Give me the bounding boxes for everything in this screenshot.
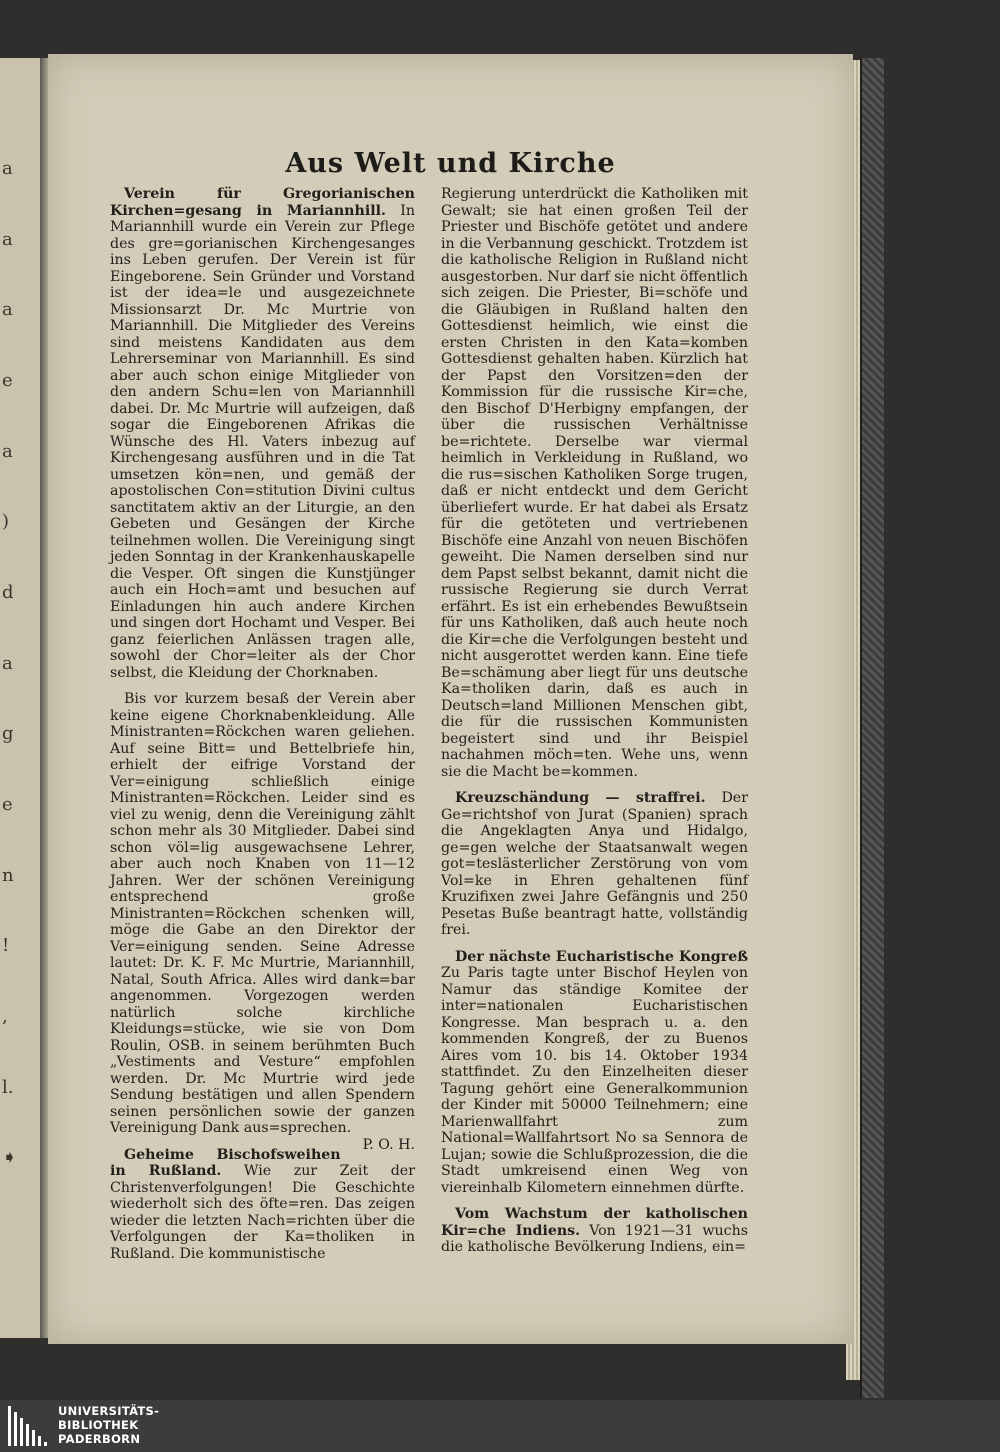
article-eucharistischer-kongress [441,949,748,1197]
left-page-cut-char: a [2,158,13,179]
left-page-cut-char: a [2,229,13,250]
library-name [58,1404,159,1446]
article-chorknabenkleidung [110,691,415,1153]
left-page-cut-char: d [2,582,14,603]
article-body: In Mariannhill wurde ein Verein zur Pflege des gre=gorianischen Kirchengesanges ins Leben gerufen. Der Verein ist für Eingeborene. Sein Gründer und Vorstand ist der idea=le und ausgezeichnete Missionsarzt Dr. Mc Murtrie von Mariannhill. Die Mitglieder des Vereins sind meistens Kandidaten aus dem Lehrerseminar von Mariannhill. Es sind aber auch schon einige Mitglieder von den andern Schu=len von Mariannhill dabei. Dr. Mc Murtrie will aufzeigen, daß sogar die Eingeborenen Afrikas die Wünsche des Hl. Vaters inbezug auf Kirchengesang ausführen und in die Tat umsetzen kön=nen, und gemäß der apostolischen Con=stitution Divini cultus sanctitatem aktiv an der Liturgie, an den Gebeten und Gesängen der Kirche teilnehmen wollen. Die Vereinigung singt jeden Sonntag in der Krankenhauskapelle die Vesper. Oft singen die Kunstjünger auch ein Hoch=amt und besuchen auf Einladungen hin auch andere Kirchen und singen dort Hochamt und Vesper. Bei ganz feierlichen Anlässen tragen alle, sowohl der Chor=leiter als der Chor selbst, die Kleidung der Chorknaben. [110,202,415,681]
article-heading: Der nächste Eucharistische Kongreß [455,948,748,965]
article-bischofsweihen-continued [441,186,748,780]
article-heading: Verein für Gregorianischen Kirchen=gesang in Mariannhill. [110,186,415,219]
article-bischofsweihen [110,1147,415,1263]
left-page-edge [0,58,42,1338]
page-title: Aus Welt und Kirche [285,148,616,179]
article-body: Der Ge=richtshof von Jurat (Spanien) sprach die Angeklagten Anya und Hidalgo, ge=gen welche der Staatsanwalt wegen got=teslästerlicher Zerstörung von vom Vol=ke in Ehren gehaltenen fünf Kruzifixen zwei Jahre Gefängnis und 250 Pesetas Buße beantragt hatte, vollständig frei. [441,790,748,938]
left-page-cut-char: ! [2,935,10,956]
left-page-cut-char: ) [2,511,10,532]
left-page-cut-char: a [2,299,13,320]
left-page-cut-char: a [2,653,13,674]
library-logo-icon [6,1404,50,1448]
library-name-line: PADERBORN [58,1432,141,1446]
article-body: Wie zur Zeit der Christenverfolgungen! Die Geschichte wiederholt sich des öfte=ren. Das zeigen wieder die letzten Nach=richten über die Verfolgungen der Ka=tholiken in Rußland. Die kommunistische [110,1163,415,1262]
article-heading: Geheime Bischofsweihen in Rußland. [110,1146,341,1179]
article-body: Regierung unterdrückt die Katholiken mit Gewalt; sie hat einen großen Teil der Priester und Bischöfe getötet und andere in die Verbannung geschickt. Trotzdem ist die katholische Religion in Rußland nicht ausgestorben. Nur darf sie nicht öffentlich sich zeigen. Die Priester, Bi=schöfe und die Gläubigen in Rußland halten den Gottesdienst heimlich, wie einst die ersten Christen in den Kata=komben Gottesdienst gehalten haben. Kürzlich hat der Papst den Vorsitzen=den der Kommission für die russische Kir=che, den Bischof D'Herbigny empfangen, der über die russischen Verhältnisse be=richtete. Derselbe war viermal heimlich in Verkleidung in Rußland, wo die rus=sischen Katholiken Sorge trugen, daß er nicht entdeckt und dem Gericht überliefert wurde. Er hat dabei als Ersatz für die getöteten und vertriebenen Bischöfe eine Anzahl von neuen Bischöfen geweiht. Die Namen derselben sind nur dem Papst selbst bekannt, damit nicht die russische Regierung sie durch Verrat erfährt. Es ist ein erhebendes Bewußtsein für uns Katholiken, daß auch heute noch die Kir=che die Verfolgungen besteht und nicht ausgerottet werden kann. Eine tiefe Be=schämung aber liegt für uns deutsche Ka=tholiken darin, daß es auch in Deutsch=land Millionen Menschen gibt, die für die russischen Kommunisten begeistert sind und ihr Beispiel nachahmen möch=ten. Wehe uns, wenn sie die Macht be=kommen. [441,186,748,780]
article-kreuzschaendung [441,790,748,939]
left-page-cut-char: a [2,441,13,462]
article-heading: Kreuzschändung — straffrei. [455,790,706,806]
library-name-line: BIBLIOTHEK [58,1418,139,1432]
article-wachstum-indiens [441,1206,748,1256]
library-footer-bar [0,1400,1000,1452]
left-page-cut-char: , [2,1006,8,1027]
left-page-cut-char: ➧ [2,1147,18,1168]
library-name-line: UNIVERSITÄTS- [58,1404,160,1418]
left-page-cut-char: n [2,865,14,886]
article-body: Zu Paris tagte unter Bischof Heylen von Namur das ständige Komitee der inter=nationalen Eucharistischen Kongresse. Man besprach u. a. den kommenden Kongreß, der zu Buenos Aires vom 10. bis 14. Oktober 1934 stattfindet. Zu den Einzelheiten dieser Tagung gehört eine Generalkommunion der Kinder mit 50000 Teilnehmern; eine Marienwallfahrt zum National=Wallfahrtsort No sa Sennora de Lujan; sowie die Schlußprozession, die die Stadt umkreisend einen Weg von viereinhalb Kilometern einnehmen dürfte. [441,965,748,1196]
left-page-cut-char: e [2,370,13,391]
article-verein-gregorianisch [110,186,415,681]
article-signature: P. O. H. [362,1136,415,1153]
left-page-cut-char: e [2,794,13,815]
left-column [110,186,415,1272]
article-body: Von 1921—31 wuchs die katholische Bevölkerung Indiens, ein= [441,1222,748,1255]
book-binding [860,58,884,1398]
article-body: Bis vor kurzem besaß der Verein aber keine eigene Chorknabenkleidung. Alle Ministranten=Röckchen waren geliehen. Auf seine Bitt= und Bettelbriefe hin, erhielt der eifrige Vorstand der Ver=einigung schließlich einige Ministranten=Röckchen. Leider sind es viel zu wenig, denn die Vereinigung zählt schon mehr als 30 Mitglieder. Dabei sind schon völ=lig ausgewachsene Lehrer, aber auch noch Knaben von 11—12 Jahren. Wer der schönen Vereinigung entsprechend große Ministranten=Röckchen schenken will, möge die Gabe an den Direktor der Ver=einigung senden. Seine Adresse lautet: Dr. K. F. Mc Murtrie, Mariannhill, Natal, South Africa. Alles wird dank=bar angenommen. Vorgezogen werden natürlich solche kirchliche Kleidungs=stücke, wie sie von Dom Roulin, OSB. in seinem berühmten Buch „Vestiments and Vesture“ empfohlen werden. Dr. Mc Murtrie wird jede Sendung bestätigen und allen Spendern seinen persönlichen sowie der ganzen Vereinigung Dank aus=sprechen. [110,691,415,1136]
right-column [441,186,748,1266]
spine-shadow [40,58,48,1338]
left-page-cut-char: g [2,723,14,744]
left-page-cut-char: l. [2,1077,14,1098]
article-heading: Vom Wachstum der katholischen Kir=che Indiens. [441,1206,748,1239]
